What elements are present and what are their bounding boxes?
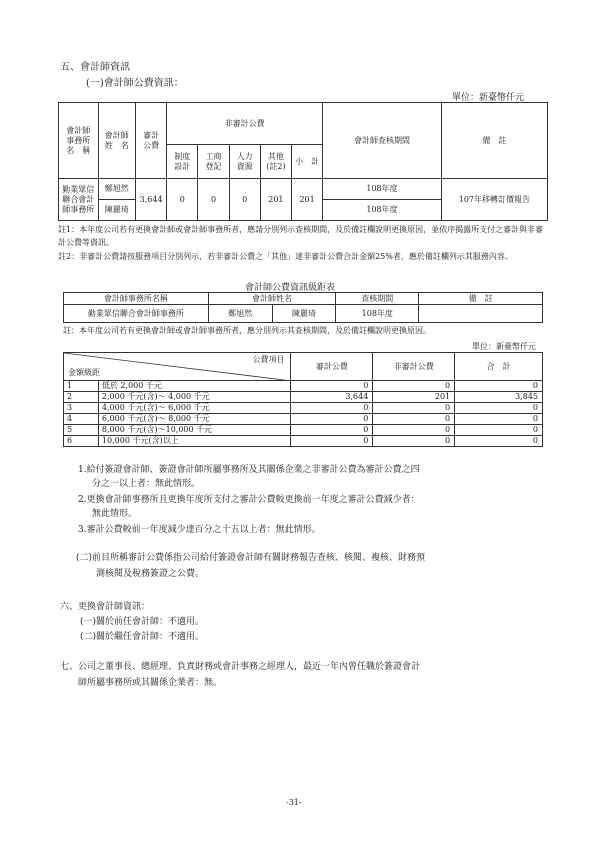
range-header-diagonal	[64, 353, 291, 381]
item-1-line-1: 1.給付簽證會計師、簽證會計師所屬事務所及其關係企業之非審計公費為審計公費之四	[78, 465, 420, 475]
cpa-name-2: 陳麗琦	[98, 200, 135, 221]
item-3: 3.審計公費較前一年度減少達百分之十五以上者：無此情形。	[78, 525, 321, 535]
row-range: 8,000 千元(含)～10,000 千元	[98, 425, 291, 436]
period-firm: 勤業眾信聯合會計師事務所	[64, 305, 209, 323]
header-remark: 備 註	[441, 103, 547, 179]
row-audit: 0	[291, 381, 373, 392]
note-2: 註2：非審計公費請按服務項目分別列示，若非審計公費之「其他」達非審計公費合計金額25%者，應於備註欄列示其服務內容。	[58, 252, 513, 261]
section-5-title: 五、會計師資訊	[60, 62, 130, 73]
row-range: 2,000 千元(含)～ 4,000 千元	[98, 392, 291, 403]
row-audit: 0	[291, 403, 373, 414]
header-human-resources: 人力 資源	[229, 145, 260, 179]
row-range: 低於 2,000 千元	[98, 381, 291, 392]
row-total: 0	[455, 381, 543, 392]
header-other: 其他 (註2)	[260, 145, 291, 179]
header-business-registration: 工商 登記	[198, 145, 229, 179]
header-subtotal: 小 計	[292, 145, 323, 179]
row-no: 1	[64, 381, 99, 392]
header-audit-fee: 審計 公費	[135, 103, 166, 179]
header-nonaudit-fee: 非審計公費	[167, 103, 323, 145]
row-audit: 0	[291, 425, 373, 436]
item-1-line-2: 分之一以上者：無此情形。	[92, 479, 201, 489]
page-number: -31-	[286, 798, 302, 807]
header-firm: 會計師 事務所 名 稱	[59, 103, 99, 179]
row-total: 0	[455, 436, 543, 447]
header-cpa: 會計師 姓 名	[98, 103, 135, 179]
period-value: 108年度	[336, 305, 419, 323]
row-total: 0	[455, 403, 543, 414]
subsection-2-line-2: 測核閱及稅務簽證之公費。	[96, 569, 205, 579]
row-audit: 0	[291, 436, 373, 447]
table-row	[64, 392, 543, 403]
firm-name: 勤業眾信 聯合會計 師事務所	[59, 179, 99, 221]
row-nonaudit: 0	[373, 403, 455, 414]
row-range: 6,000 千元(含)～ 8,000 千元	[98, 414, 291, 425]
row-range: 4,000 千元(含)～ 6,000 千元	[98, 403, 291, 414]
period-1: 108年度	[323, 179, 442, 200]
row-nonaudit: 201	[373, 392, 455, 403]
period-note: 註：本年度公司若有更換會計師或會計師事務所者，應分別列示其查核期間，及於備註欄說明更換原因。	[63, 326, 431, 335]
remark-value: 107年移轉訂價報告	[441, 179, 547, 221]
row-total: 0	[455, 425, 543, 436]
period-remark	[419, 305, 543, 323]
period-header-remark: 備 註	[419, 293, 543, 305]
row-audit: 3,644	[291, 392, 373, 403]
section-7-line-1: 七、公司之董事長、總經理、負責財務或會計事務之經理人，最近一年內曾任職於簽證會計	[60, 662, 421, 672]
range-header-item: 公費項目	[252, 355, 285, 364]
row-no: 2	[64, 392, 99, 403]
range-header-range: 金額級距	[68, 368, 100, 377]
item-2-line-2: 無此情形。	[92, 509, 138, 519]
row-no: 5	[64, 425, 99, 436]
fee-table	[58, 102, 548, 221]
row-nonaudit: 0	[373, 425, 455, 436]
section-7-line-2: 師所屬事務所或其關係企業者：無。	[78, 678, 223, 688]
item-2-line-1: 2.更換會計師事務所且更換年度所支付之審計公費較更換前一年度之審計公費減少者：	[78, 495, 420, 505]
header-audit-period: 會計師查核期間	[323, 103, 442, 179]
range-header-audit: 審計公費	[291, 353, 373, 381]
row-total: 3,845	[455, 392, 543, 403]
table-row	[64, 436, 543, 447]
row-audit: 0	[291, 414, 373, 425]
period-header-cpa-cell: 會計師姓名	[208, 293, 336, 305]
row-no: 3	[64, 403, 99, 414]
row-nonaudit: 0	[373, 414, 455, 425]
row-no: 4	[64, 414, 99, 425]
note-1: 註1：本年度公司若有更換會計師或會計師事務所者，應請分別列示查核期間，及於備註欄說明更換原因，並依序揭露所支付之審計與非審計公費等資訊。	[58, 225, 544, 247]
row-total: 0	[455, 414, 543, 425]
range-header-total: 合 計	[455, 353, 543, 381]
row-no: 6	[64, 436, 99, 447]
cpa-name-1: 鄭旭然	[98, 179, 135, 200]
row-nonaudit: 0	[373, 381, 455, 392]
range-unit-label: 單位：新臺幣仟元	[472, 342, 536, 351]
business-registration-value: 0	[198, 179, 229, 221]
period-header-firm-cell: 會計師事務所名稱	[64, 293, 209, 305]
period-header-period: 查核期間	[336, 293, 419, 305]
table-row	[64, 425, 543, 436]
fee-range-title: 會計師公費資訊級距表	[245, 283, 336, 293]
other-value: 201	[260, 179, 291, 221]
subsection-2-line-1: (二)前目所稱審計公費係指公司給付簽證會計師有關財務報告查核、核閱、複核、財務預	[76, 553, 426, 563]
table-row	[64, 414, 543, 425]
period-cpa-2: 陳麗琦	[272, 305, 336, 323]
table-row	[64, 381, 543, 392]
audit-fee-value: 3,644	[135, 179, 166, 221]
period-2: 108年度	[323, 200, 442, 221]
audit-period-table-body	[63, 292, 543, 323]
period-cpa-1: 鄭旭然	[208, 305, 272, 323]
system-design-value: 0	[167, 179, 198, 221]
row-nonaudit: 0	[373, 436, 455, 447]
subsection-1-title: (一)會計師公費資訊：	[86, 78, 184, 89]
header-system-design: 制度 設計	[167, 145, 198, 179]
subtotal-value: 201	[292, 179, 323, 221]
section-6-item-b: (二)關於繼任會計師：不適用。	[80, 632, 205, 642]
section-6-title: 六、更換會計師資訊：	[60, 602, 151, 612]
section-6-item-a: (一)關於前任會計師：不適用。	[80, 617, 205, 627]
fee-range-table	[63, 352, 543, 447]
human-resources-value: 0	[229, 179, 260, 221]
range-header-nonaudit: 非審計公費	[373, 353, 455, 381]
unit-label: 單位：新臺幣仟元	[452, 93, 525, 103]
table-row	[64, 403, 543, 414]
row-range: 10,000 千元(含)以上	[98, 436, 291, 447]
